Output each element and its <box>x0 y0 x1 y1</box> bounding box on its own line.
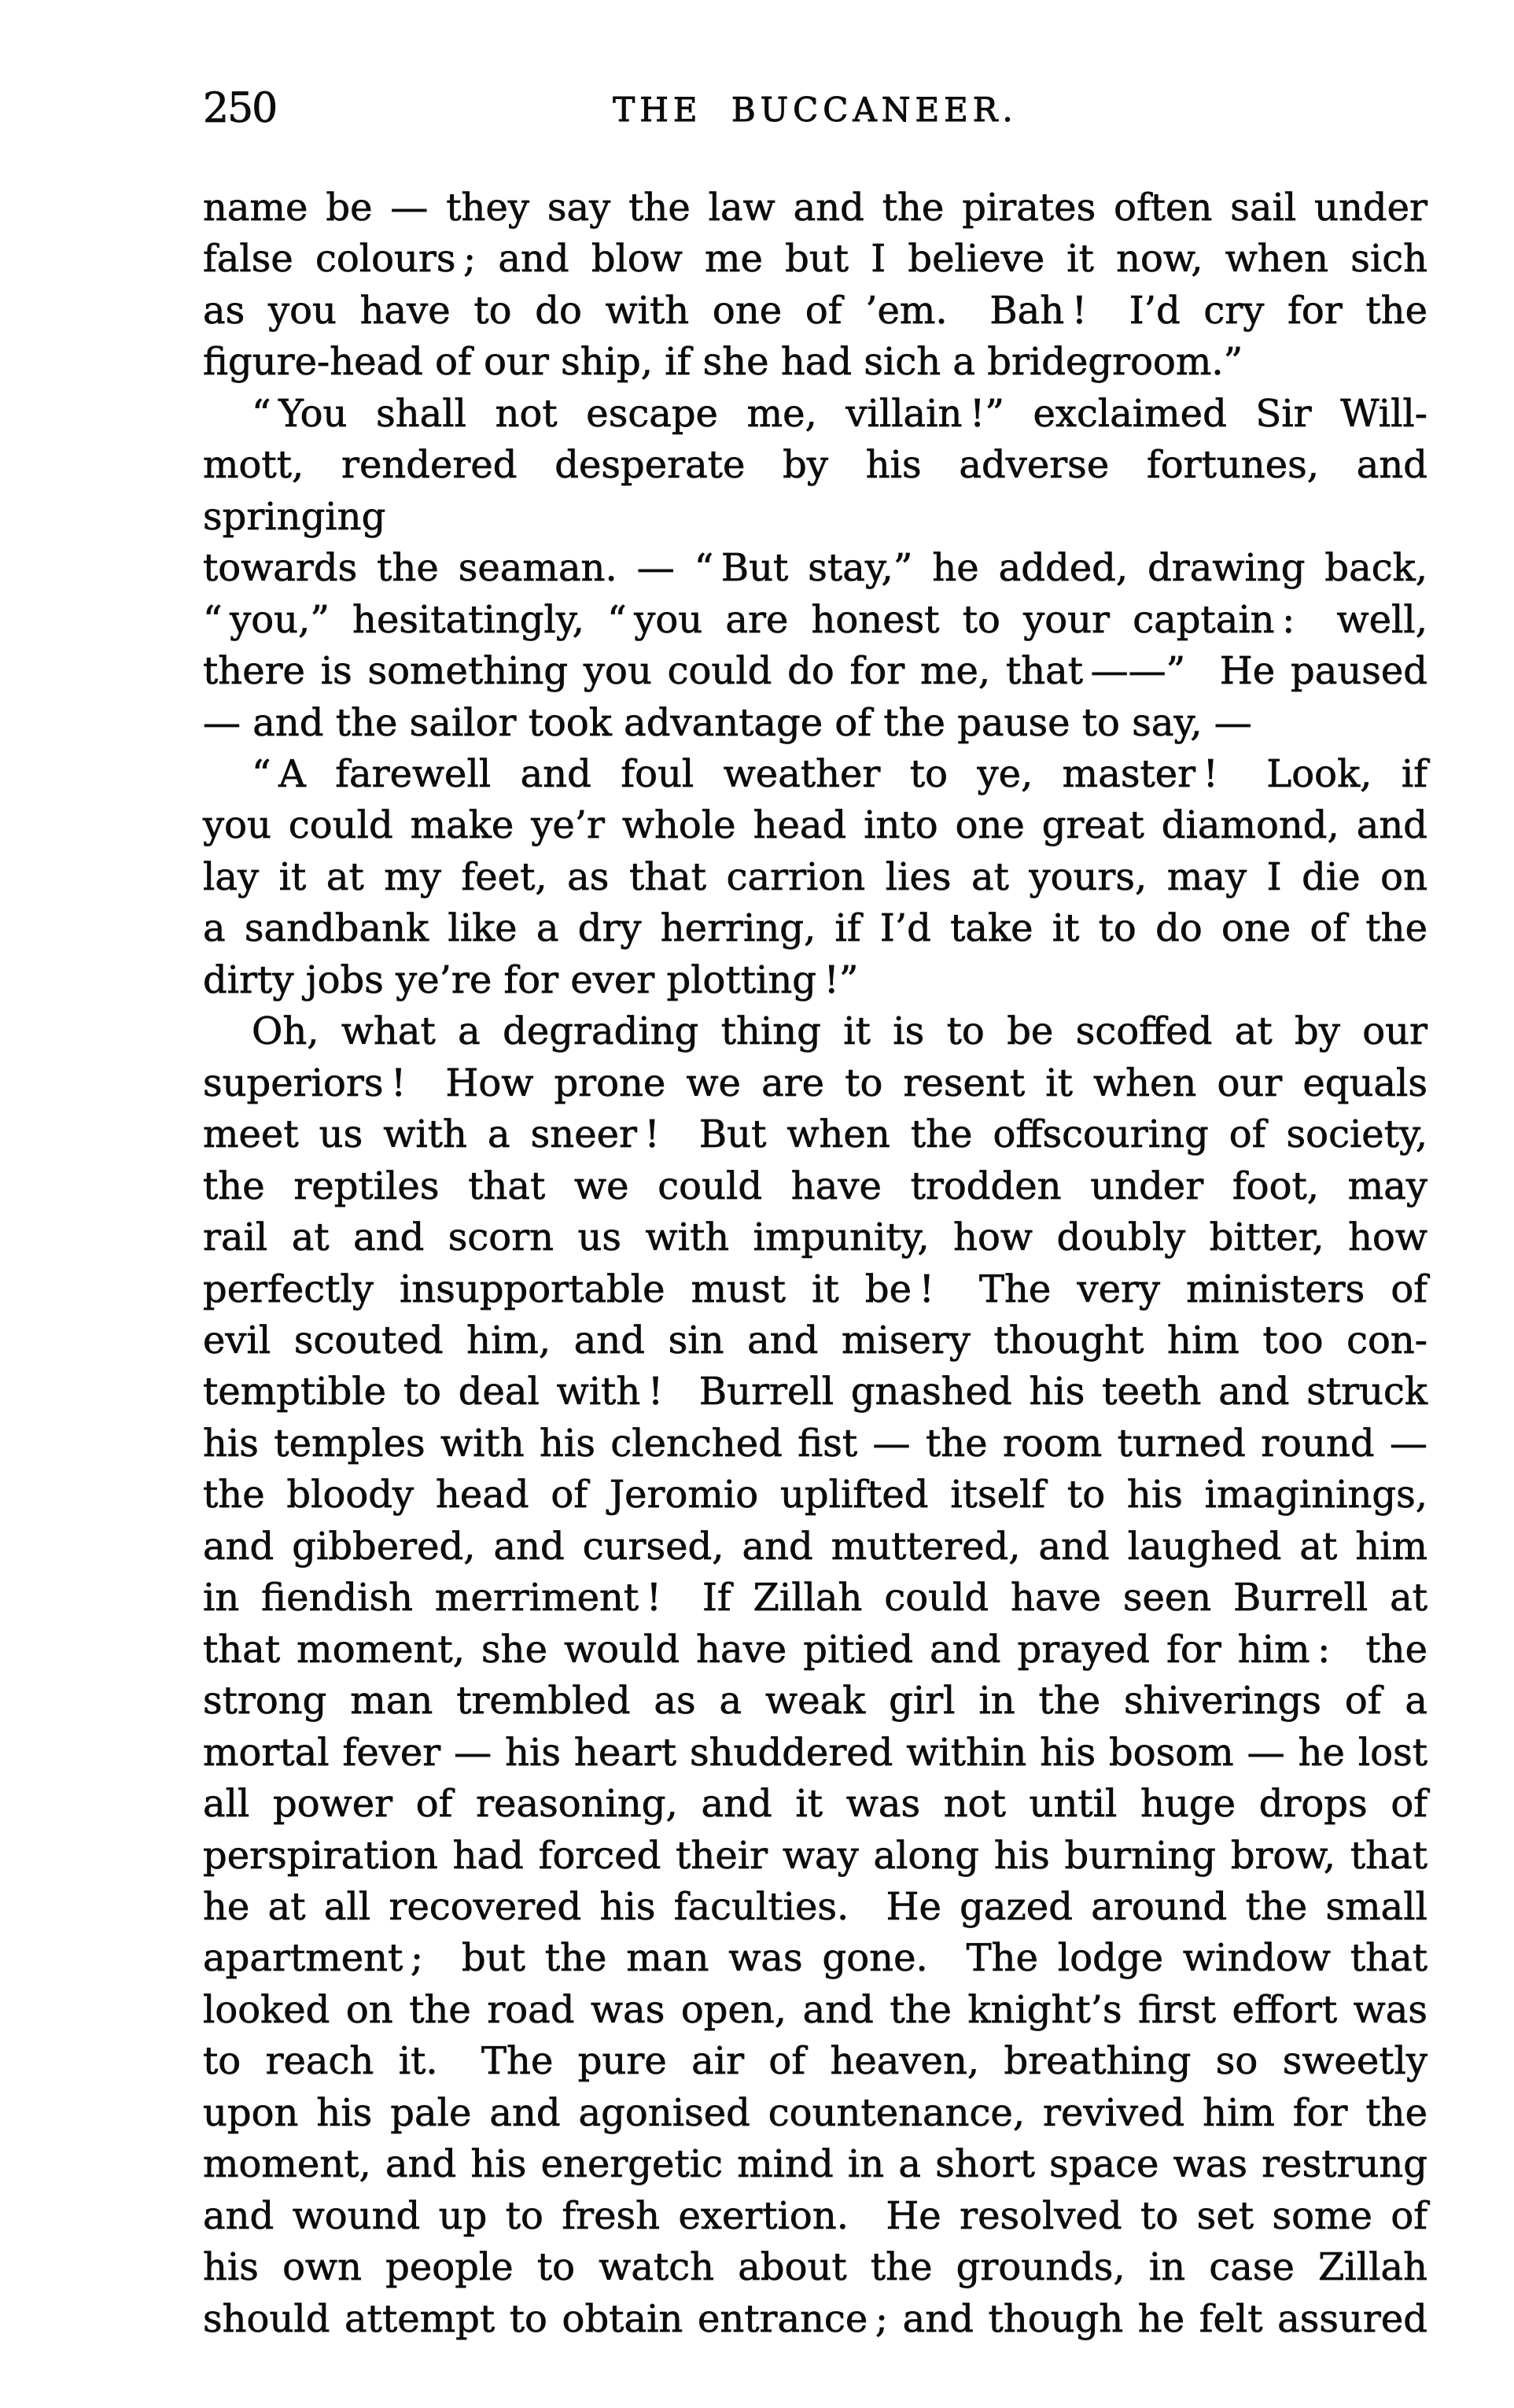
text-line: in fiendish merriment ! If Zillah could have seen Burrell at <box>203 1576 1427 1621</box>
text-line: evil scouted him, and sin and misery thought him too con- <box>203 1318 1427 1363</box>
running-title: THE BUCCANEER. <box>613 90 1018 129</box>
text-line: a sandbank like a dry herring, if I’d take it to do one of the <box>203 906 1427 951</box>
text-line: and gibbered, and cursed, and muttered, and laughed at him <box>203 1524 1427 1569</box>
text-line: he at all recovered his faculties. He gazed around the small <box>203 1884 1427 1929</box>
text-line: “ you,” hesitatingly, “ you are honest to your captain : well, <box>203 597 1427 642</box>
page-header <box>203 83 1427 135</box>
text-line: rail at and scorn us with impunity, how doubly bitter, how <box>203 1215 1427 1260</box>
text-line: perfectly insupportable must it be ! The very ministers of <box>203 1267 1427 1311</box>
text-line: dirty jobs ye’re for ever plotting !” <box>203 957 859 1002</box>
text-line: the bloody head of Jeromio uplifted itself to his imaginings, <box>203 1473 1427 1517</box>
text-line: you could make ye’r whole head into one great diamond, and <box>203 803 1427 848</box>
text-line: upon his pale and agonised countenance, revived him for the <box>203 2090 1427 2135</box>
text-line: his temples with his clenched fist — the room turned round — <box>203 1421 1427 1466</box>
text-line: meet us with a sneer ! But when the offscouring of society, <box>203 1112 1427 1157</box>
text-line: mortal fever — his heart shuddered within his bosom — he lost <box>203 1730 1427 1775</box>
text-line: Oh, what a degrading thing it is to be scoffed at by our <box>252 1009 1427 1054</box>
page-number: 250 <box>203 85 277 132</box>
text-line: should attempt to obtain entrance ; and though he felt assured <box>203 2296 1427 2341</box>
text-line: — and the sailor took advantage of the pause to say, — <box>203 700 1252 745</box>
text-line: superiors ! How prone we are to resent it when our equals <box>203 1060 1427 1105</box>
text-line: there is something you could do for me, that ——” He paused <box>203 649 1427 694</box>
text-block <box>203 183 1427 2345</box>
text-line: towards the seaman. — “ But stay,” he added, drawing back, <box>203 546 1427 591</box>
text-line: lay it at my feet, as that carrion lies at yours, may I die on <box>203 854 1427 899</box>
text-line: moment, and his energetic mind in a short space was restrung <box>203 2142 1427 2187</box>
text-line: as you have to do with one of ’em. Bah ! I’d cry for the <box>203 288 1427 333</box>
text-line: that moment, she would have pitied and prayed for him : the <box>203 1627 1427 1672</box>
text-line: strong man trembled as a weak girl in the shiverings of a <box>203 1679 1427 1724</box>
text-line: apartment ; but the man was gone. The lodge window that <box>203 1936 1427 1981</box>
text-line: looked on the road was open, and the knight’s first effort was <box>203 1987 1427 2032</box>
text-line: to reach it. The pure air of heaven, breathing so sweetly <box>203 2039 1427 2084</box>
text-line: perspiration had forced their way along his burning brow, that <box>203 1833 1427 1878</box>
text-line: “ You shall not escape me, villain !” exclaimed Sir Will- <box>252 391 1427 436</box>
text-line: temptible to deal with ! Burrell gnashed his teeth and struck <box>203 1370 1427 1414</box>
text-line: all power of reasoning, and it was not until huge drops of <box>203 1782 1427 1827</box>
text-line: mott, rendered desperate by his adverse fortunes, and springing <box>203 443 1427 539</box>
text-line: his own people to watch about the grounds, in case Zillah <box>203 2245 1427 2290</box>
text-line: figure-head of our ship, if she had sich a bridegroom.” <box>203 340 1243 385</box>
text-line: the reptiles that we could have trodden under foot, may <box>203 1163 1427 1208</box>
text-line: and wound up to fresh exertion. He resolved to set some of <box>203 2193 1427 2238</box>
text-line: “ A farewell and foul weather to ye, master ! Look, if <box>252 751 1427 796</box>
text-line: false colours ; and blow me but I believe it now, when sich <box>203 237 1427 282</box>
text-line: name be — they say the law and the pirates often sail under <box>203 186 1427 230</box>
